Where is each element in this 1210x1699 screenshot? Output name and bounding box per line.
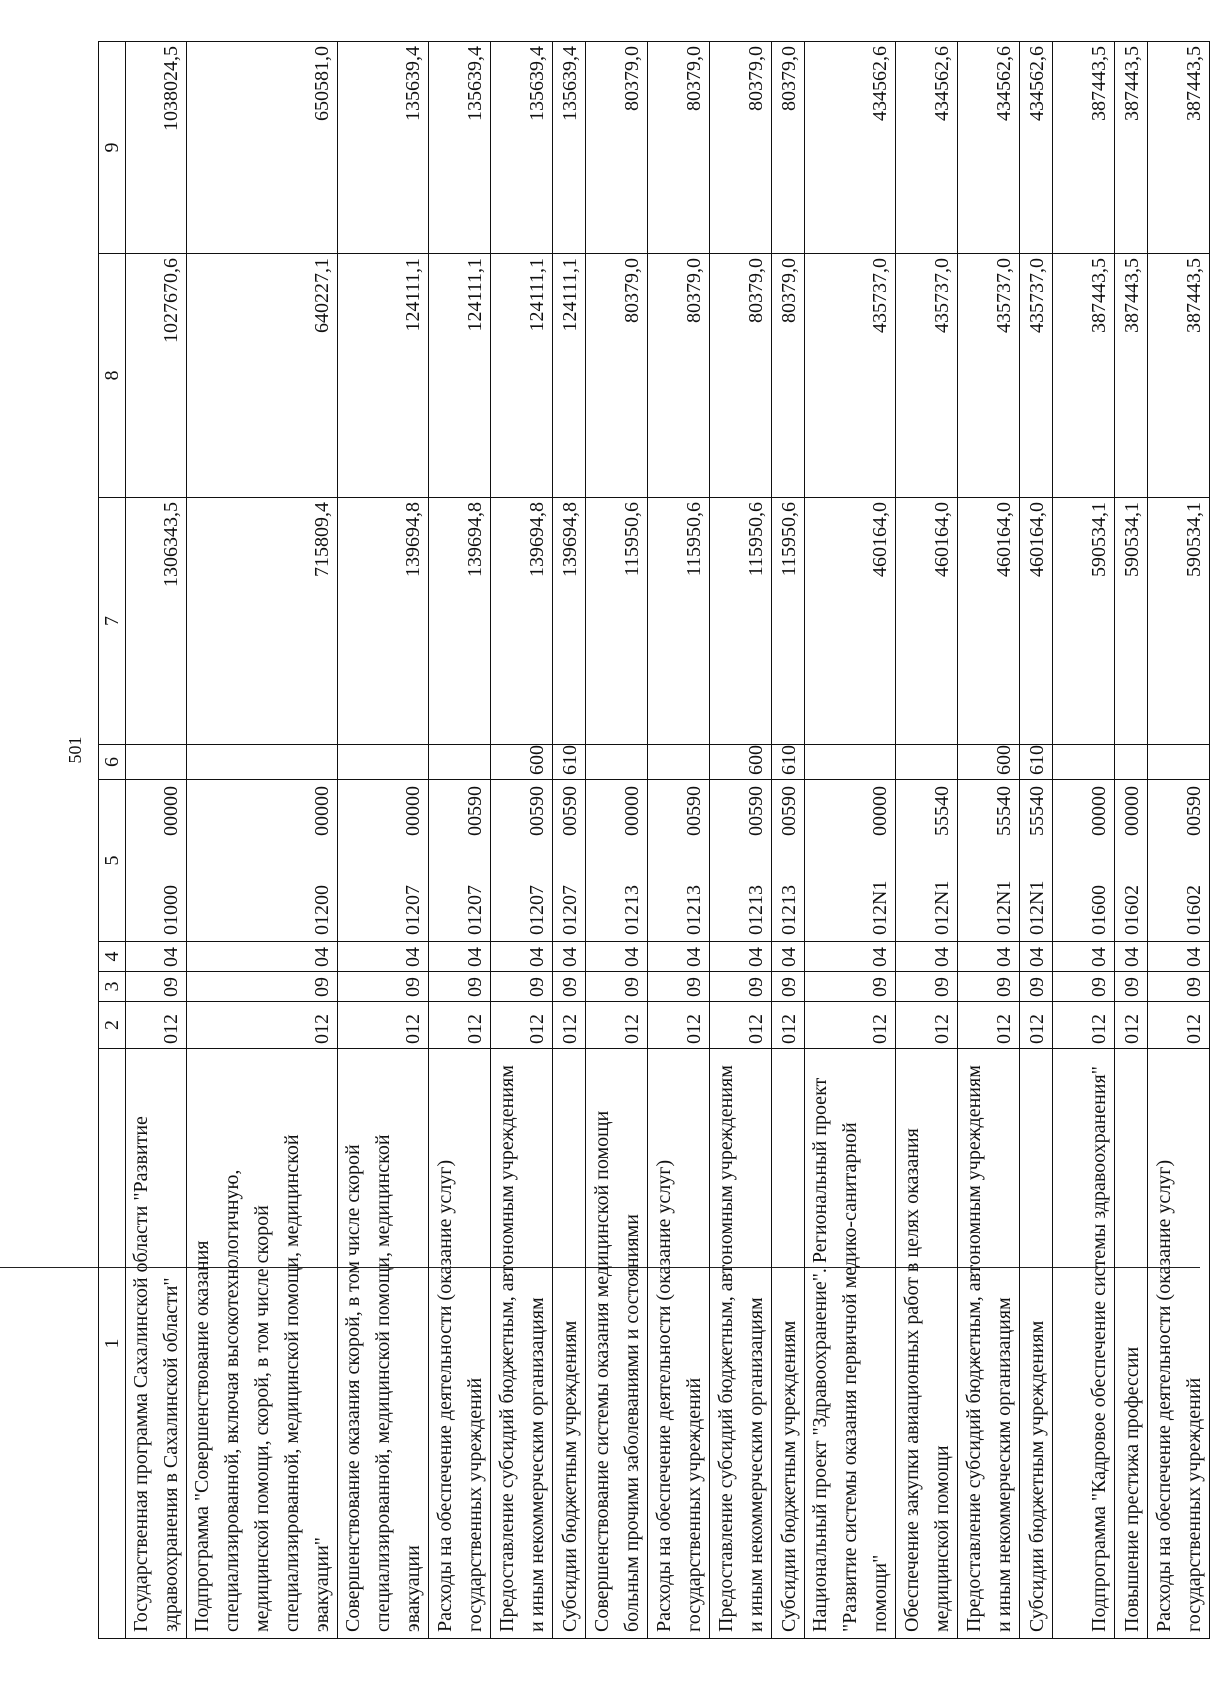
target-article-code	[710, 780, 772, 942]
row-name: Совершенствование оказания скорой, в том числе скорой специализированной, медицинской помощи, медицинской эвакуации	[338, 1049, 429, 1639]
target-article-code-parts	[989, 786, 1019, 935]
expense-type-code: 600	[710, 745, 772, 780]
amount-col-9: 434562,6	[805, 42, 896, 254]
ministry-code: 012	[896, 1002, 958, 1049]
target-article-code-parts	[679, 786, 709, 935]
amount-col-8: 1027670,6	[126, 254, 187, 498]
target-article-code	[553, 780, 586, 942]
header-cell: 5	[99, 780, 126, 942]
table-row	[553, 42, 586, 1639]
section-code: 09	[1148, 972, 1210, 1002]
table-row	[958, 42, 1020, 1639]
table-row	[586, 42, 648, 1639]
row-name: Предоставление субсидий бюджетным, автономным учреждениям и иным некоммерческим организациям	[710, 1049, 772, 1639]
ministry-code: 012	[958, 1002, 1020, 1049]
amount-col-9: 135639,4	[491, 42, 553, 254]
ministry-code: 012	[187, 1002, 338, 1049]
subsection-code: 04	[710, 942, 772, 972]
expense-type-code	[648, 745, 710, 780]
section-code: 09	[553, 972, 586, 1002]
ministry-code: 012	[1148, 1002, 1210, 1049]
amount-col-9: 387443,5	[1148, 42, 1210, 254]
subsection-code: 04	[1148, 942, 1210, 972]
target-article-code	[1148, 780, 1210, 942]
target-article-code	[1020, 780, 1053, 942]
subsection-code: 04	[1115, 942, 1148, 972]
expense-type-code	[1053, 745, 1115, 780]
header-cell: 3	[99, 972, 126, 1002]
target-article-code	[126, 780, 187, 942]
target-article-program-part: 01600	[1088, 885, 1110, 935]
target-article-code-parts	[617, 786, 647, 935]
target-article-code	[772, 780, 805, 942]
ministry-code: 012	[710, 1002, 772, 1049]
amount-col-8: 435737,0	[805, 254, 896, 498]
table-row	[126, 42, 187, 1639]
amount-col-9: 135639,4	[429, 42, 491, 254]
section-code: 09	[429, 972, 491, 1002]
amount-col-7: 590534,1	[1053, 498, 1115, 745]
target-article-code-parts	[398, 786, 428, 935]
target-article-code	[648, 780, 710, 942]
target-article-program-part: 012N1	[1026, 880, 1048, 935]
target-article-direction-part: 00000	[869, 786, 891, 836]
amount-col-9: 80379,0	[710, 42, 772, 254]
section-code: 09	[491, 972, 553, 1002]
target-article-direction-part: 00000	[621, 786, 643, 836]
target-article-code	[338, 780, 429, 942]
target-article-program-part: 01207	[464, 885, 486, 935]
amount-col-9: 387443,5	[1053, 42, 1115, 254]
expense-type-code: 610	[772, 745, 805, 780]
target-article-direction-part: 00000	[1121, 786, 1143, 836]
expense-type-code	[1115, 745, 1148, 780]
target-article-code-parts	[927, 786, 957, 935]
expense-type-code	[1148, 745, 1210, 780]
target-article-code	[1053, 780, 1115, 942]
ministry-code: 012	[648, 1002, 710, 1049]
table-row	[187, 42, 338, 1639]
target-article-program-part: 012N1	[931, 880, 953, 935]
amount-col-7: 115950,6	[648, 498, 710, 745]
amount-col-8: 124111,1	[429, 254, 491, 498]
amount-col-8: 80379,0	[772, 254, 805, 498]
target-article-code	[896, 780, 958, 942]
target-article-code-parts	[1117, 786, 1147, 935]
expense-type-code: 610	[1020, 745, 1053, 780]
subsection-code: 04	[805, 942, 896, 972]
section-code: 09	[586, 972, 648, 1002]
target-article-program-part: 01000	[160, 885, 182, 935]
section-code: 09	[648, 972, 710, 1002]
amount-col-8: 124111,1	[491, 254, 553, 498]
target-article-code-parts	[1179, 786, 1209, 935]
table-row	[1115, 42, 1148, 1639]
expense-type-code	[586, 745, 648, 780]
expense-type-code	[126, 745, 187, 780]
target-article-direction-part: 00000	[311, 786, 333, 836]
target-article-code-parts	[156, 786, 186, 935]
target-article-code	[491, 780, 553, 942]
amount-col-9: 80379,0	[586, 42, 648, 254]
amount-col-7: 115950,6	[710, 498, 772, 745]
expense-type-code: 610	[553, 745, 586, 780]
table-row	[805, 42, 896, 1639]
amount-col-9: 135639,4	[338, 42, 429, 254]
table-row	[648, 42, 710, 1639]
target-article-program-part: 01213	[745, 885, 767, 935]
target-article-code-parts	[741, 786, 771, 935]
ministry-code: 012	[1020, 1002, 1053, 1049]
target-article-direction-part: 00000	[1088, 786, 1110, 836]
amount-col-8: 435737,0	[1020, 254, 1053, 498]
amount-col-8: 387443,5	[1148, 254, 1210, 498]
ministry-code: 012	[1053, 1002, 1115, 1049]
expense-type-code	[805, 745, 896, 780]
expense-type-code: 600	[958, 745, 1020, 780]
table-row	[1053, 42, 1115, 1639]
table-row	[429, 42, 491, 1639]
amount-col-8: 640227,1	[187, 254, 338, 498]
target-article-direction-part: 00590	[778, 786, 800, 836]
subsection-code: 04	[491, 942, 553, 972]
expense-type-code	[187, 745, 338, 780]
expense-type-code	[429, 745, 491, 780]
amount-col-9: 1038024,5	[126, 42, 187, 254]
expense-type-code	[896, 745, 958, 780]
ministry-code: 012	[491, 1002, 553, 1049]
section-code: 09	[958, 972, 1020, 1002]
expense-type-code: 600	[491, 745, 553, 780]
amount-col-7: 115950,6	[586, 498, 648, 745]
row-name: Повышение престижа профессии	[1115, 1049, 1148, 1639]
row-name: Субсидии бюджетным учреждениям	[772, 1049, 805, 1639]
section-code: 09	[710, 972, 772, 1002]
target-article-program-part: 01602	[1121, 885, 1143, 935]
section-code: 09	[896, 972, 958, 1002]
ministry-code: 012	[553, 1002, 586, 1049]
target-article-code	[958, 780, 1020, 942]
amount-col-8: 80379,0	[586, 254, 648, 498]
amount-col-7: 590534,1	[1115, 498, 1148, 745]
subsection-code: 04	[429, 942, 491, 972]
ministry-code: 012	[1115, 1002, 1148, 1049]
amount-col-8: 435737,0	[958, 254, 1020, 498]
table-header-row	[99, 42, 126, 1639]
subsection-code: 04	[648, 942, 710, 972]
target-article-code-parts	[522, 786, 552, 935]
subsection-code: 04	[1053, 942, 1115, 972]
row-name: Подпрограмма "Кадровое обеспечение системы здравоохранения"	[1053, 1049, 1115, 1639]
section-code: 09	[187, 972, 338, 1002]
target-article-program-part: 012N1	[869, 880, 891, 935]
table-row	[338, 42, 429, 1639]
target-article-program-part: 01207	[559, 885, 581, 935]
row-name: Обеспечение закупки авиационных работ в целях оказания медицинской помощи	[896, 1049, 958, 1639]
ministry-code: 012	[429, 1002, 491, 1049]
amount-col-9: 80379,0	[772, 42, 805, 254]
section-code: 09	[1115, 972, 1148, 1002]
header-cell: 1	[99, 1049, 126, 1639]
target-article-code-parts	[865, 786, 895, 935]
target-article-code	[805, 780, 896, 942]
amount-col-7: 115950,6	[772, 498, 805, 745]
target-article-code	[586, 780, 648, 942]
amount-col-8: 124111,1	[338, 254, 429, 498]
target-article-program-part: 012N1	[993, 880, 1015, 935]
amount-col-8: 124111,1	[553, 254, 586, 498]
row-name: Предоставление субсидий бюджетным, автономным учреждениям и иным некоммерческим организациям	[491, 1049, 553, 1639]
target-article-direction-part: 55540	[993, 786, 1015, 836]
target-article-program-part: 01602	[1183, 885, 1205, 935]
amount-col-8: 387443,5	[1053, 254, 1115, 498]
target-article-direction-part: 00000	[160, 786, 182, 836]
budget-table-rotated	[98, 42, 1205, 1639]
target-article-code	[1115, 780, 1148, 942]
header-cell: 4	[99, 942, 126, 972]
target-article-direction-part: 00000	[402, 786, 424, 836]
amount-col-7: 1306343,5	[126, 498, 187, 745]
amount-col-7: 139694,8	[338, 498, 429, 745]
ministry-code: 012	[772, 1002, 805, 1049]
table-row	[896, 42, 958, 1639]
target-article-direction-part: 00590	[1183, 786, 1205, 836]
target-article-code-parts	[774, 786, 804, 935]
target-article-program-part: 01213	[683, 885, 705, 935]
target-article-code-parts	[555, 786, 585, 935]
subsection-code: 04	[1020, 942, 1053, 972]
target-article-program-part: 01213	[778, 885, 800, 935]
target-article-program-part: 01207	[402, 885, 424, 935]
table-row	[772, 42, 805, 1639]
header-cell: 8	[99, 254, 126, 498]
target-article-program-part: 01213	[621, 885, 643, 935]
target-article-program-part: 01207	[526, 885, 548, 935]
header-cell: 7	[99, 498, 126, 745]
subsection-code: 04	[772, 942, 805, 972]
row-name: Расходы на обеспечение деятельности (оказание услуг) государственных учреждений	[648, 1049, 710, 1639]
amount-col-9: 135639,4	[553, 42, 586, 254]
amount-col-7: 139694,8	[429, 498, 491, 745]
target-article-direction-part: 00590	[464, 786, 486, 836]
amount-col-9: 650581,0	[187, 42, 338, 254]
section-code: 09	[772, 972, 805, 1002]
target-article-code-parts	[460, 786, 490, 935]
row-name: Предоставление субсидий бюджетным, автономным учреждениям и иным некоммерческим организациям	[958, 1049, 1020, 1639]
amount-col-9: 387443,5	[1115, 42, 1148, 254]
target-article-code-parts	[307, 786, 337, 935]
row-name: Субсидии бюджетным учреждениям	[553, 1049, 586, 1639]
subsection-code: 04	[338, 942, 429, 972]
amount-col-7: 460164,0	[1020, 498, 1053, 745]
target-article-direction-part: 00590	[526, 786, 548, 836]
subsection-code: 04	[958, 942, 1020, 972]
subsection-code: 04	[187, 942, 338, 972]
subsection-code: 04	[586, 942, 648, 972]
ministry-code: 012	[586, 1002, 648, 1049]
section-code: 09	[1053, 972, 1115, 1002]
subsection-code: 04	[553, 942, 586, 972]
ministry-code: 012	[338, 1002, 429, 1049]
row-name: Национальный проект "Здравоохранение". Региональный проект "Развитие системы оказания первичной медико-санитарной помощи"	[805, 1049, 896, 1639]
target-article-direction-part: 55540	[1026, 786, 1048, 836]
amount-col-7: 139694,8	[553, 498, 586, 745]
target-article-code	[429, 780, 491, 942]
row-name: Субсидии бюджетным учреждениям	[1020, 1049, 1053, 1639]
budget-table	[98, 41, 1210, 1639]
amount-col-8: 387443,5	[1115, 254, 1148, 498]
section-code: 09	[338, 972, 429, 1002]
target-article-code	[187, 780, 338, 942]
table-row	[491, 42, 553, 1639]
amount-col-7: 590534,1	[1148, 498, 1210, 745]
target-article-code-parts	[1022, 786, 1052, 935]
target-article-direction-part: 00590	[683, 786, 705, 836]
row-name: Государственная программа Сахалинской области "Развитие здравоохранения в Сахалинской области"	[126, 1049, 187, 1639]
section-code: 09	[126, 972, 187, 1002]
table-row	[710, 42, 772, 1639]
header-cell: 2	[99, 1002, 126, 1049]
amount-col-7: 715809,4	[187, 498, 338, 745]
row-name: Совершенствование системы оказания медицинской помощи больным прочими заболеваниями и состояниями	[586, 1049, 648, 1639]
amount-col-8: 80379,0	[710, 254, 772, 498]
row-name: Подпрограмма "Совершенствование оказания специализированной, включая высокотехнологичную, медицинской помощи, скорой, в том числе скорой специализированной, медицинской помощи, медицинской эвакуации"	[187, 1049, 338, 1639]
amount-col-7: 460164,0	[805, 498, 896, 745]
target-article-direction-part: 00590	[745, 786, 767, 836]
expense-type-code	[338, 745, 429, 780]
table-row	[1020, 42, 1053, 1639]
target-article-direction-part: 55540	[931, 786, 953, 836]
subsection-code: 04	[896, 942, 958, 972]
amount-col-9: 434562,6	[1020, 42, 1053, 254]
page-number: 501	[65, 736, 85, 764]
amount-col-8: 435737,0	[896, 254, 958, 498]
ministry-code: 012	[805, 1002, 896, 1049]
target-article-code-parts	[1084, 786, 1114, 935]
ministry-code: 012	[126, 1002, 187, 1049]
amount-col-7: 460164,0	[958, 498, 1020, 745]
row-name: Расходы на обеспечение деятельности (оказание услуг) государственных учреждений	[1148, 1049, 1210, 1639]
amount-col-9: 80379,0	[648, 42, 710, 254]
row-name: Расходы на обеспечение деятельности (оказание услуг) государственных учреждений	[429, 1049, 491, 1639]
amount-col-7: 139694,8	[491, 498, 553, 745]
amount-col-9: 434562,6	[896, 42, 958, 254]
header-cell: 6	[99, 745, 126, 780]
target-article-program-part: 01200	[311, 885, 333, 935]
amount-col-8: 80379,0	[648, 254, 710, 498]
section-code: 09	[805, 972, 896, 1002]
subsection-code: 04	[126, 942, 187, 972]
header-cell: 9	[99, 42, 126, 254]
amount-col-9: 434562,6	[958, 42, 1020, 254]
amount-col-7: 460164,0	[896, 498, 958, 745]
section-code: 09	[1020, 972, 1053, 1002]
target-article-direction-part: 00590	[559, 786, 581, 836]
table-row	[1148, 42, 1210, 1639]
